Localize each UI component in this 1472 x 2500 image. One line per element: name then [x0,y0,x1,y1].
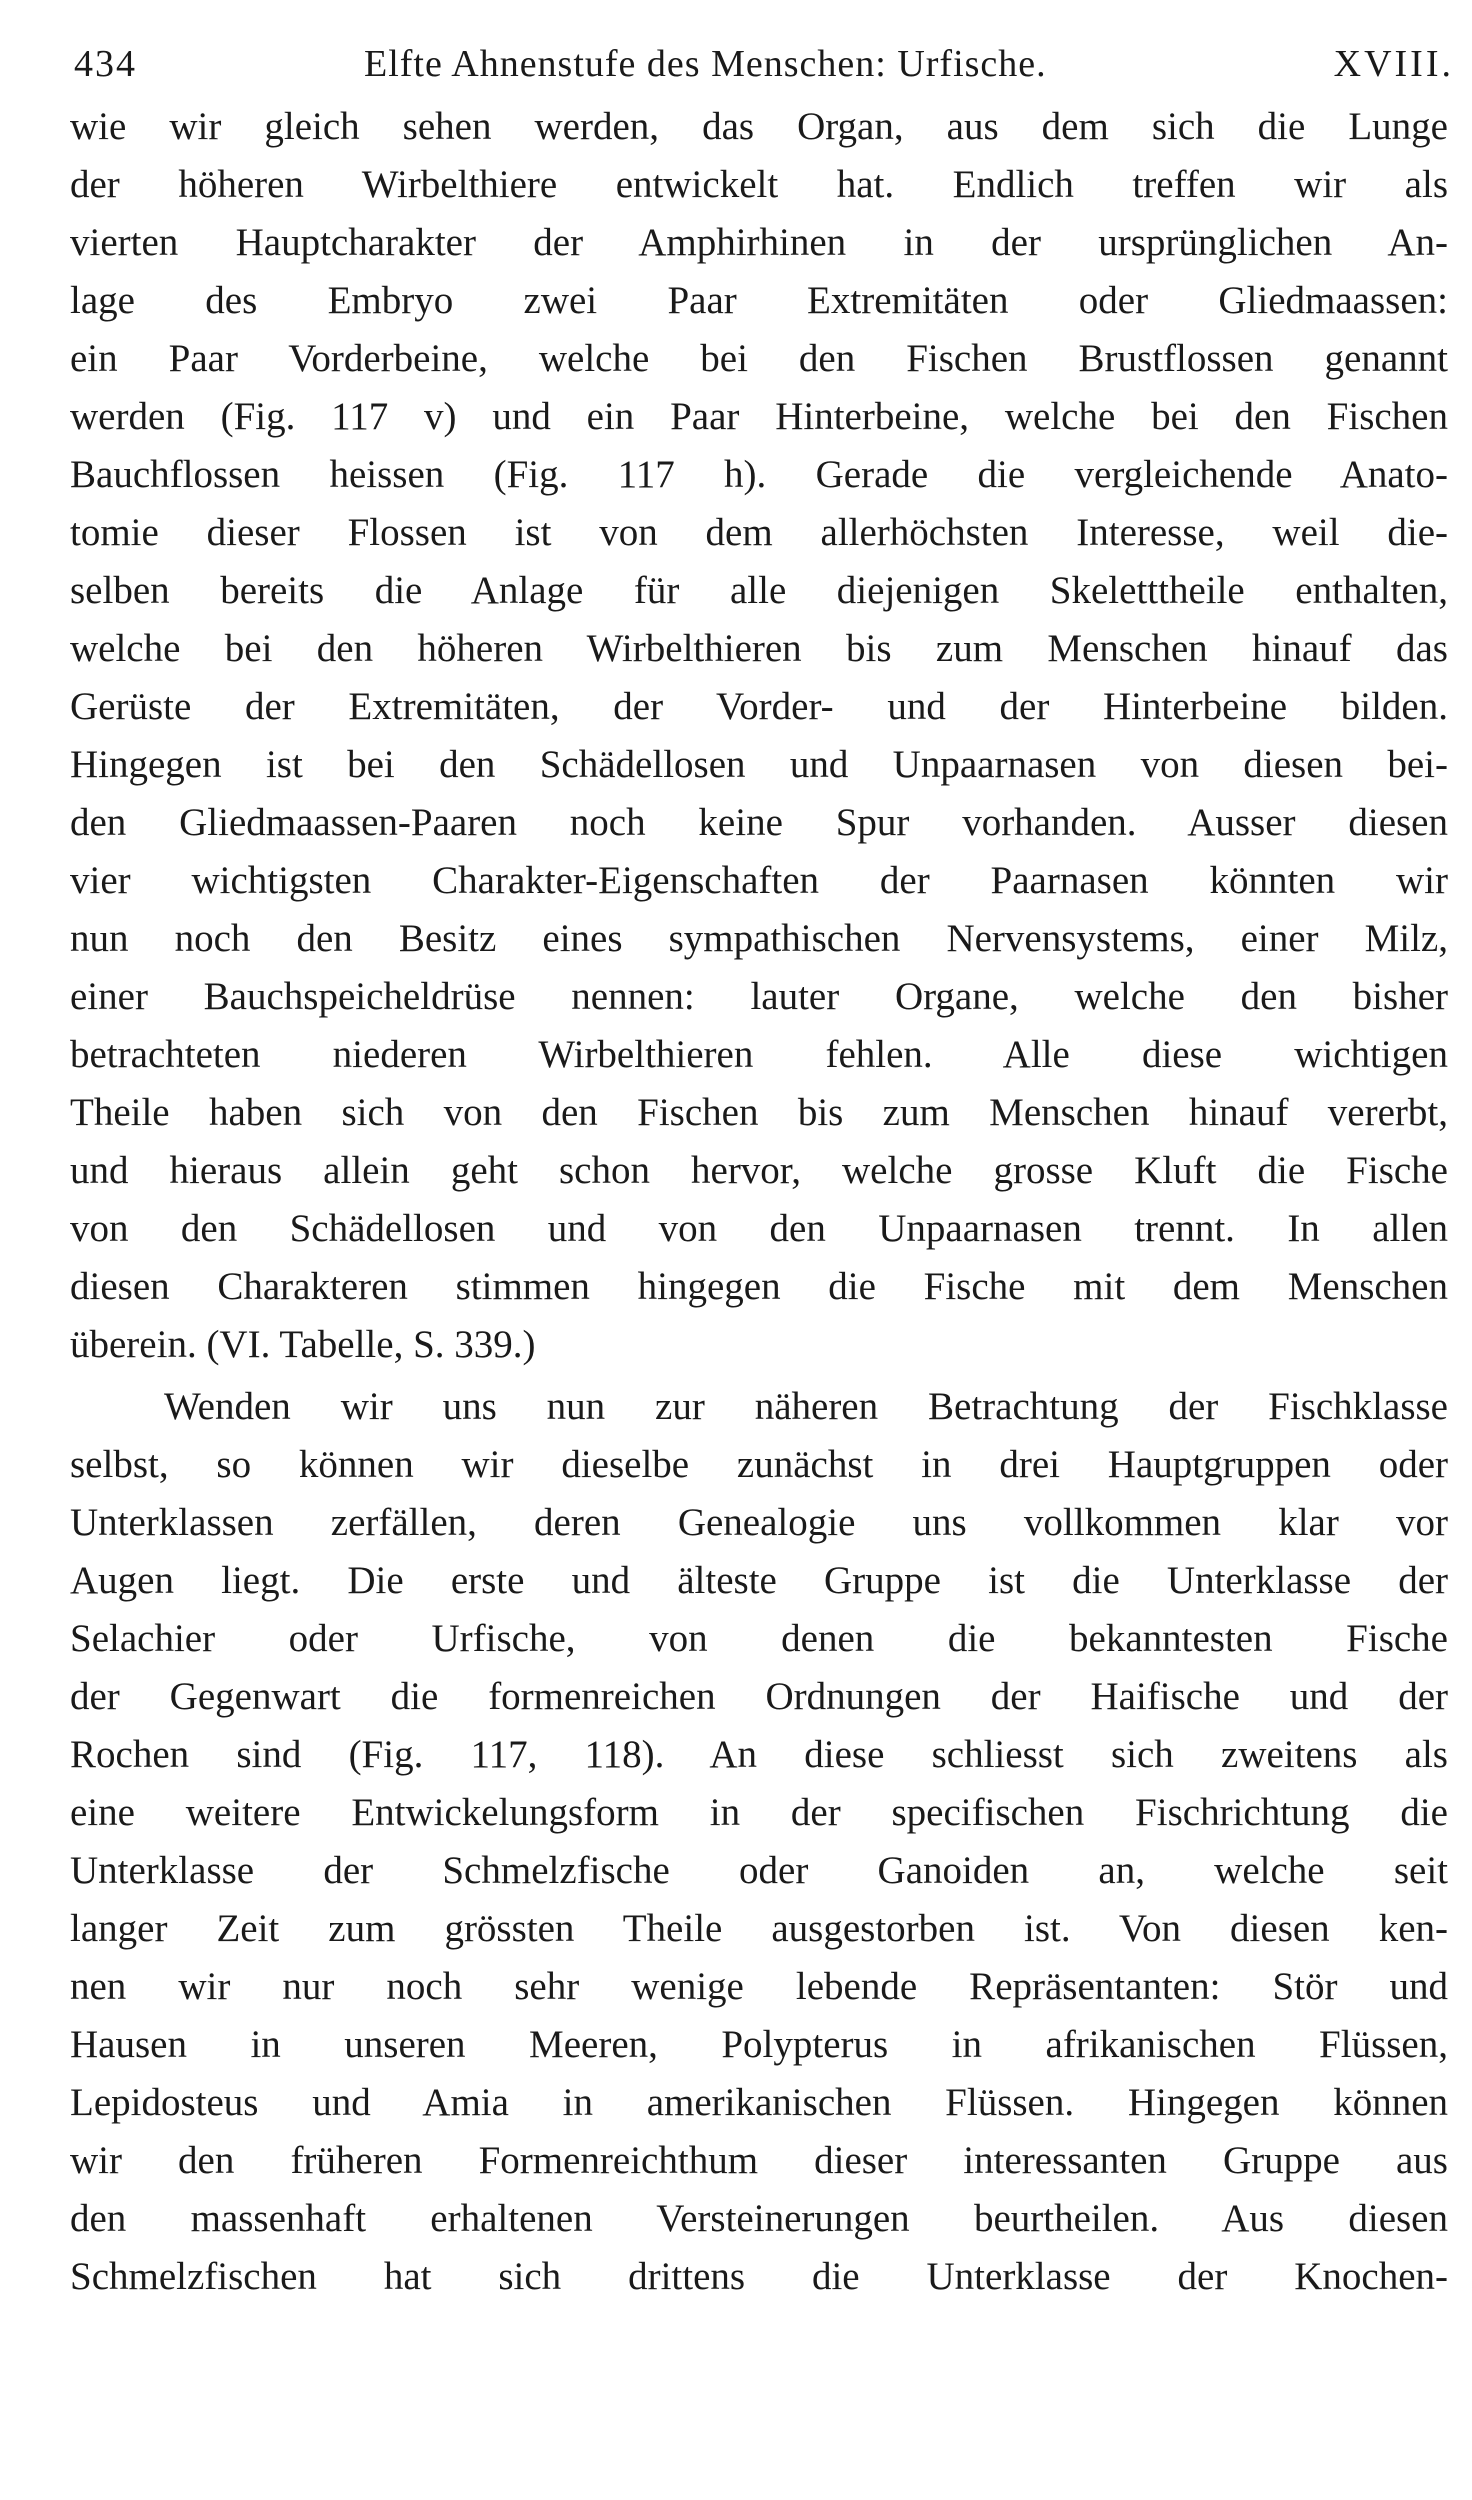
text-line: überein. (VI. Tabelle, S. 339.) [70,1323,536,1366]
text-line: nen wir nur noch sehr wenige lebende Repräsentanten: Stör und [70,1965,1448,2008]
text-line: wir den früheren Formenreichthum dieser interessanten Gruppe aus [70,2139,1448,2182]
text-line: vier wichtigsten Charakter-Eigenschaften der Paarnasen könnten wir [70,859,1448,902]
text-line: Selachier oder Urfische, von denen die bekanntesten Fische [70,1617,1448,1660]
text-line: den massenhaft erhaltenen Versteinerungen beurtheilen. Aus diesen [70,2197,1448,2240]
text-line: langer Zeit zum grössten Theile ausgestorben ist. Von diesen ken- [70,1907,1448,1950]
text-line: welche bei den höheren Wirbelthieren bis zum Menschen hinauf das [70,627,1448,670]
text-line: und hieraus allein geht schon hervor, welche grosse Kluft die Fische [70,1149,1448,1192]
text-line: Wenden wir uns nun zur näheren Betrachtung der Fischklasse [164,1385,1448,1428]
text-line: Augen liegt. Die erste und älteste Gruppe ist die Unterklasse der [70,1559,1448,1602]
text-line: selbst, so können wir dieselbe zunächst in drei Hauptgruppen oder [70,1443,1448,1486]
text-line: Theile haben sich von den Fischen bis zum Menschen hinauf vererbt, [70,1091,1448,1134]
text-line: nun noch den Besitz eines sympathischen Nervensystems, einer Milz, [70,917,1448,960]
text-line: Hausen in unseren Meeren, Polypterus in afrikanischen Flüssen, [70,2023,1448,2066]
text-line: der Gegenwart die formenreichen Ordnungen der Haifische und der [70,1675,1448,1718]
text-line: ein Paar Vorderbeine, welche bei den Fischen Brustflossen genannt [70,337,1448,380]
page-body [70,98,1448,2306]
chapter-number: XVIII. [1333,43,1454,85]
text-line: Gerüste der Extremitäten, der Vorder- und der Hinterbeine bilden. [70,685,1448,728]
text-line: diesen Charakteren stimmen hingegen die Fische mit dem Menschen [70,1265,1448,1308]
paragraph [70,98,1448,1374]
text-line: der höheren Wirbelthiere entwickelt hat. Endlich treffen wir als [70,163,1448,206]
page-header [74,42,1454,102]
text-line: werden (Fig. 117 v) und ein Paar Hinterbeine, welche bei den Fischen [70,395,1448,438]
text-line: lage des Embryo zwei Paar Extremitäten oder Gliedmaassen: [70,279,1448,322]
text-line: Unterklassen zerfällen, deren Genealogie uns vollkommen klar vor [70,1501,1448,1544]
text-line: Hingegen ist bei den Schädellosen und Unpaarnasen von diesen bei- [70,743,1448,786]
running-title: Elfte Ahnenstufe des Menschen: Urfische. [364,43,1047,85]
text-line: Rochen sind (Fig. 117, 118). An diese schliesst sich zweitens als [70,1733,1448,1776]
text-line: wie wir gleich sehen werden, das Organ, aus dem sich die Lunge [70,105,1448,148]
text-line: Lepidosteus und Amia in amerikanischen Flüssen. Hingegen können [70,2081,1448,2124]
text-line: Schmelzfischen hat sich drittens die Unterklasse der Knochen- [70,2255,1448,2298]
text-line: von den Schädellosen und von den Unpaarnasen trennt. In allen [70,1207,1448,1250]
text-line: einer Bauchspeicheldrüse nennen: lauter Organe, welche den bisher [70,975,1448,1018]
text-line: Unterklasse der Schmelzfische oder Ganoiden an, welche seit [70,1849,1448,1892]
page-number: 434 [74,43,137,85]
text-line: betrachteten niederen Wirbelthieren fehlen. Alle diese wichtigen [70,1033,1448,1076]
text-line: Bauchflossen heissen (Fig. 117 h). Gerade die vergleichende Anato- [70,453,1448,496]
text-line: eine weitere Entwickelungsform in der specifischen Fischrichtung die [70,1791,1448,1834]
paragraph [70,1378,1448,2306]
text-line: tomie dieser Flossen ist von dem allerhöchsten Interesse, weil die- [70,511,1448,554]
text-line: den Gliedmaassen-Paaren noch keine Spur vorhanden. Ausser diesen [70,801,1448,844]
text-line: vierten Hauptcharakter der Amphirhinen in der ursprünglichen An- [70,221,1448,264]
text-line: selben bereits die Anlage für alle diejenigen Skeletttheile enthalten, [70,569,1448,612]
